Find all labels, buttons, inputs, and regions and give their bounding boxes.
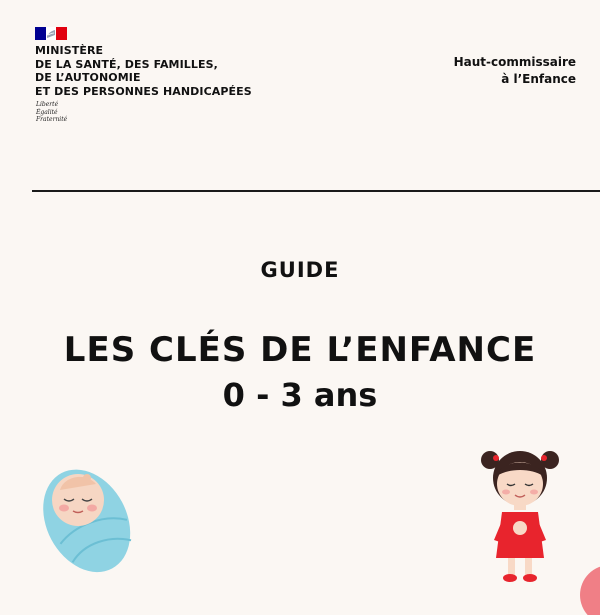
baby-illustration <box>34 460 134 580</box>
guide-label: GUIDE <box>260 258 340 282</box>
header-divider <box>32 190 600 192</box>
ministry-name: MINISTÈRE DE LA SANTÉ, DES FAMILLES, DE L’AUTONOMIE ET DES PERSONNES HANDICAPÉES <box>35 44 252 98</box>
cover-title: LES CLÉS DE L’ENFANCE <box>63 330 537 370</box>
republic-motto: Liberté Égalité Fraternité <box>36 101 68 123</box>
marianne-flag-icon <box>35 27 67 40</box>
cover-subtitle: 0 - 3 ans <box>222 376 378 414</box>
header <box>0 0 600 190</box>
commissioner-title: Haut-commissaire à l’Enfance <box>453 55 576 86</box>
decorative-blob <box>570 555 600 615</box>
girl-illustration <box>470 440 570 590</box>
ministry-logo <box>35 27 252 124</box>
